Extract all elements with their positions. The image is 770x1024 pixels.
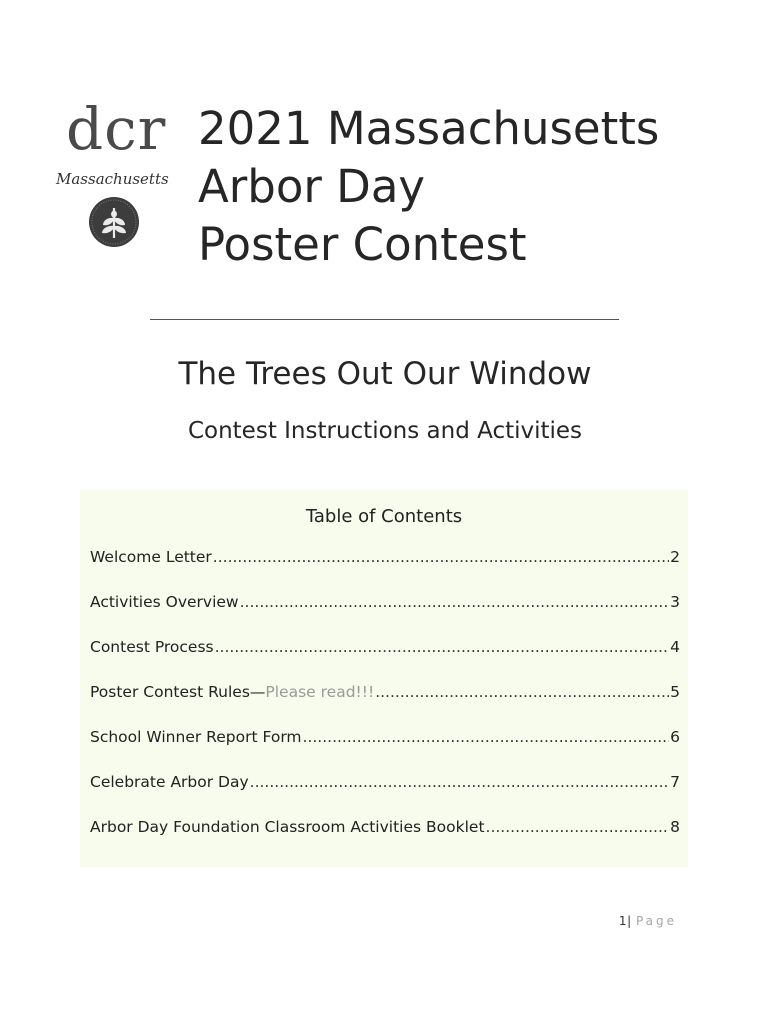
toc-entry-activities-overview[interactable] xyxy=(90,593,680,638)
document-subtitle: Contest Instructions and Activities xyxy=(187,418,583,444)
toc-leader-dots xyxy=(250,773,669,791)
toc-entry-page: 2 xyxy=(670,548,680,566)
toc-entry-school-winner-report-form[interactable] xyxy=(90,728,680,773)
toc-leader-dots xyxy=(240,593,670,611)
contest-theme: The Trees Out Our Window xyxy=(178,356,592,392)
title-line: Arbor Day xyxy=(198,160,426,213)
logo-state-name: Massachusetts xyxy=(56,170,169,188)
toc-entry-title: Activities Overview xyxy=(90,593,239,611)
toc-entry-page: 5 xyxy=(670,683,680,701)
toc-entry-page: 3 xyxy=(670,593,680,611)
toc-heading: Table of Contents xyxy=(305,506,463,527)
footer-page-number: 1 xyxy=(618,914,628,928)
toc-entry-poster-contest-rules[interactable] xyxy=(90,683,680,728)
toc-entry-title-main: Poster Contest Rules— xyxy=(90,683,266,701)
toc-entry-title: Welcome Letter xyxy=(90,548,212,566)
toc-entry-title xyxy=(90,683,374,701)
toc-entry-title-highlight: Please read!!! xyxy=(265,683,375,701)
logo-wordmark: dcr xyxy=(66,95,167,163)
footer-page-word: Page xyxy=(635,914,677,928)
toc-entry-classroom-activities-booklet[interactable] xyxy=(90,818,680,863)
toc-leader-dots xyxy=(213,548,669,566)
horizontal-divider xyxy=(150,319,619,320)
toc-entry-title: Arbor Day Foundation Classroom Activities Booklet xyxy=(90,818,485,836)
toc-leader-dots xyxy=(215,638,670,656)
toc-entry-title: Contest Process xyxy=(90,638,214,656)
title-line: Poster Contest xyxy=(198,218,527,271)
toc-entry-page: 7 xyxy=(670,773,680,791)
toc-entry-title: School Winner Report Form xyxy=(90,728,302,746)
title-line: 2021 Massachusetts xyxy=(198,102,660,155)
page-footer xyxy=(619,914,677,928)
toc-entry-page: 6 xyxy=(670,728,680,746)
toc-entry-page: 8 xyxy=(670,818,680,836)
toc-entry-contest-process[interactable] xyxy=(90,638,680,683)
toc-entry-welcome-letter[interactable] xyxy=(90,548,680,593)
toc-leader-dots xyxy=(486,818,670,836)
toc-entry-page: 4 xyxy=(670,638,680,656)
toc-leader-dots xyxy=(375,683,669,701)
leaf-seal-icon xyxy=(88,196,140,248)
toc-list xyxy=(90,548,680,863)
toc-entry-celebrate-arbor-day[interactable] xyxy=(90,773,680,818)
footer-separator: | xyxy=(627,914,632,928)
toc-leader-dots xyxy=(303,728,670,746)
toc-entry-title: Celebrate Arbor Day xyxy=(90,773,249,791)
table-of-contents xyxy=(80,490,688,867)
page-title xyxy=(198,100,659,274)
